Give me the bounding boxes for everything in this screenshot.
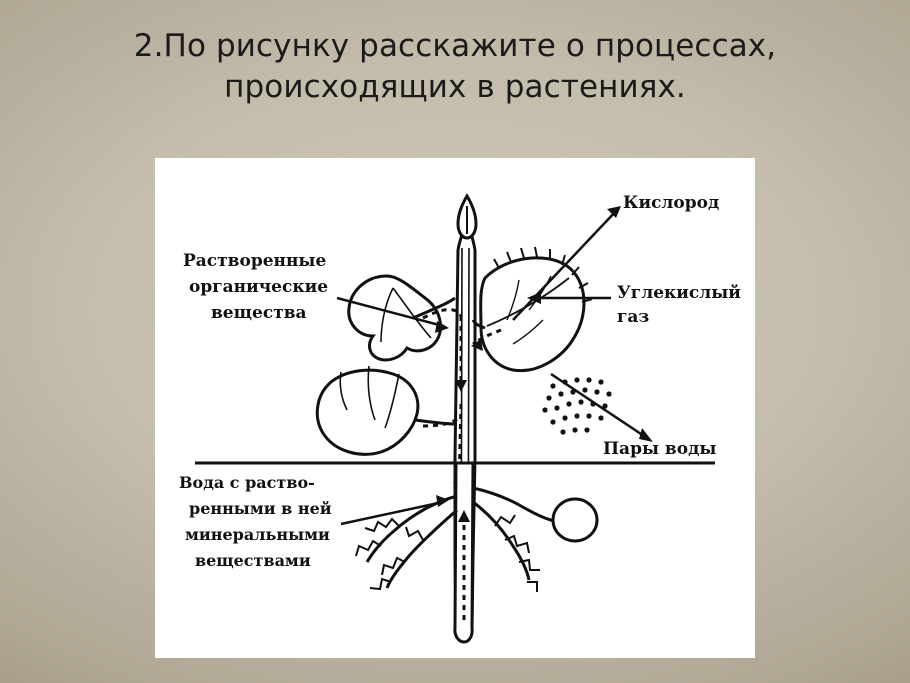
label-water-minerals-line2: ренными в ней	[189, 499, 332, 518]
label-dissolved-line1: Растворенные	[183, 251, 327, 271]
root-nodule	[553, 499, 597, 541]
label-water-minerals-line4: веществами	[195, 551, 311, 570]
label-carbon-dioxide-line1: Углекислый	[617, 283, 741, 303]
page-title: 2.По рисунку расскажите о процессах, происходящих в растениях.	[133, 28, 777, 105]
root-lateral-right-2	[473, 502, 529, 580]
label-water-vapor: Пары воды	[603, 439, 717, 459]
lower-left-petiole	[415, 420, 455, 424]
label-carbon-dioxide-line2: газ	[617, 307, 650, 327]
label-water-minerals-line1: Вода с раство-	[179, 473, 315, 492]
plant-processes-figure	[155, 158, 755, 658]
lower-left-leaf	[317, 366, 455, 454]
root-lateral-left-2	[387, 510, 457, 588]
label-oxygen: Кислород	[623, 193, 720, 213]
label-dissolved-line3: вещества	[211, 303, 307, 323]
water-minerals-arrow	[341, 495, 449, 524]
root-system	[356, 463, 597, 642]
upper-right-leaf	[473, 247, 592, 371]
label-dissolved-line2: органические	[189, 277, 329, 297]
label-water-minerals-line3: минеральными	[185, 525, 330, 544]
root-lateral-right	[473, 488, 559, 522]
upper-left-leaf	[349, 276, 455, 360]
